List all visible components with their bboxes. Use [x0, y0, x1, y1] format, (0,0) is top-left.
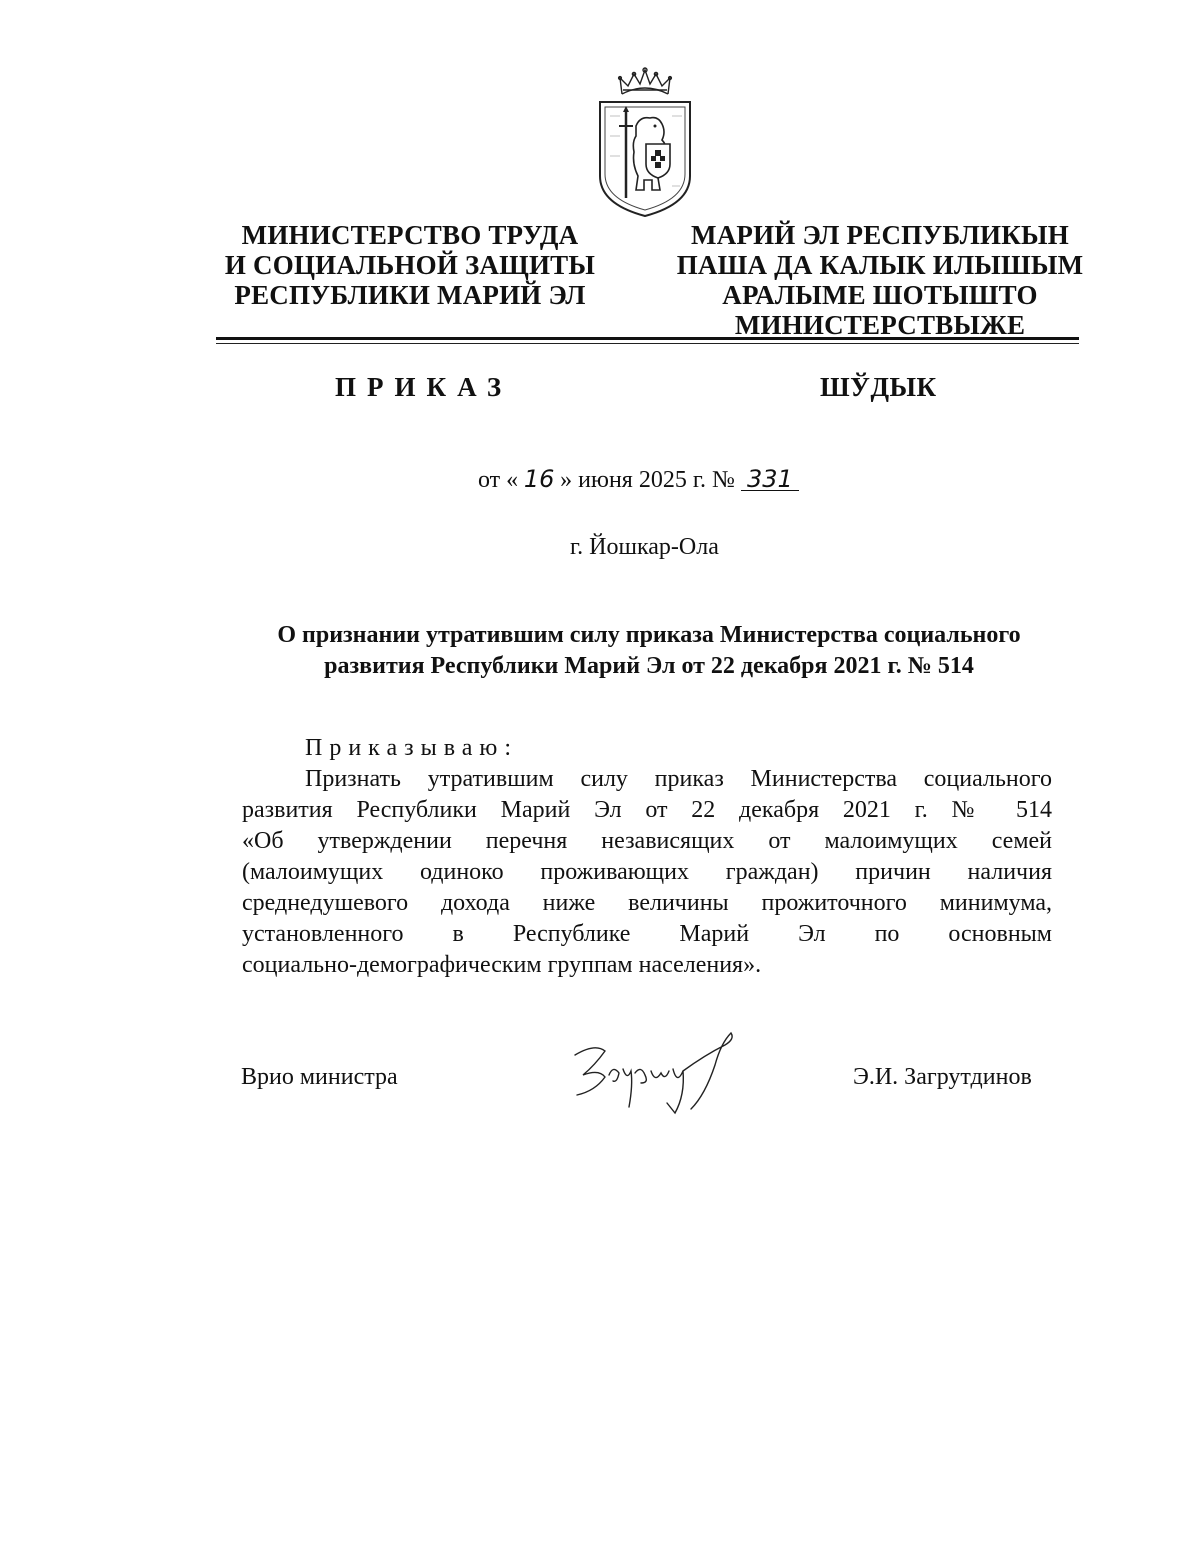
org-right-line: МАРИЙ ЭЛ РЕСПУБЛИКЫН: [691, 220, 1069, 250]
date-prefix: от «: [478, 467, 519, 493]
org-left-line: И СОЦИАЛЬНОЙ ЗАЩИТЫ: [224, 250, 596, 280]
org-right-line: ПАША ДА КАЛЫК ИЛЫШЫМ: [676, 250, 1084, 280]
body-line: Признать утратившим силу приказ Министерства социального: [305, 766, 1052, 792]
body-line: среднедушевого дохода ниже величины прожиточного минимума,: [242, 890, 1052, 916]
ordering-word: Приказываю:: [305, 735, 518, 761]
body-line: развития Республики Марий Эл от 22 декабря 2021 г. № 514: [242, 797, 1052, 823]
body-line: социально-демографическим группам населения».: [242, 952, 762, 978]
org-right-line: МИНИСТЕРСТВЫЖЕ: [734, 310, 1026, 340]
body-line: установленного в Республике Марий Эл по основным: [242, 921, 1052, 947]
org-left-line: РЕСПУБЛИКИ МАРИЙ ЭЛ: [234, 280, 586, 310]
coat-of-arms-icon: [592, 66, 698, 218]
date-day-handwritten: 16: [523, 465, 555, 493]
signer-position: Врио министра: [241, 1064, 398, 1090]
body-paragraph: [242, 764, 1052, 981]
city: г. Йошкар-Ола: [570, 534, 719, 560]
signer-name: Э.И. Загрутдинов: [853, 1064, 1032, 1090]
body-line: (малоимущих одиноко проживающих граждан) причин наличия: [242, 859, 1052, 885]
org-name-mari: [660, 220, 1100, 340]
doc-type-russian: ПРИКАЗ: [335, 372, 513, 402]
title-line: О признании утратившим силу приказа Министерства социального: [277, 622, 1021, 648]
org-name-russian: [210, 220, 610, 310]
doc-type-mari: ШЎДЫК: [820, 372, 937, 402]
body-line: «Об утверждении перечня независящих от малоимущих семей: [242, 828, 1052, 854]
handwritten-signature-icon: [565, 1025, 755, 1125]
org-left-line: МИНИСТЕРСТВО ТРУДА: [241, 220, 579, 250]
order-number-handwritten: 331: [741, 468, 799, 491]
document-title: [220, 620, 1078, 682]
date-line: [478, 464, 799, 495]
header-divider: [216, 337, 1079, 340]
title-line: развития Республики Марий Эл от 22 декабря 2021 г. № 514: [324, 653, 974, 679]
header-divider-thin: [216, 343, 1079, 344]
org-right-line: АРАЛЫМЕ ШОТЫШТО: [722, 280, 1038, 310]
date-month-year: » июня 2025 г. №: [560, 467, 735, 493]
